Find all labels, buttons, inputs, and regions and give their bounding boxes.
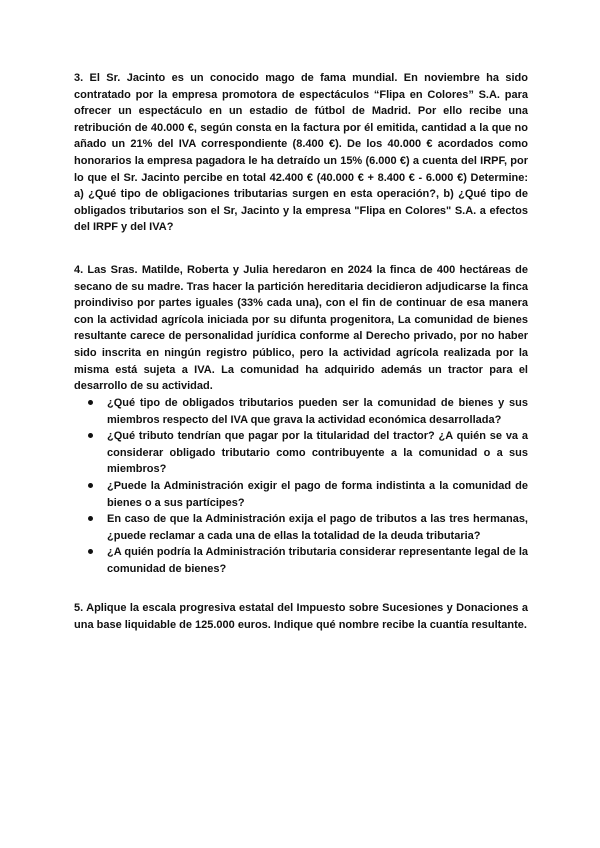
list-item [74,511,528,544]
bullet-icon [88,400,93,405]
list-item-text: En caso de que la Administración exija el pago de tributos a las tres hermanas, ¿puede reclamar a cada una de ellas la totalidad de la deuda tributaria? [107,513,528,542]
question-3: 3. El Sr. Jacinto es un conocido mago de fama mundial. En noviembre ha sido contratado por la empresa promotora de espectáculos “Flipa en Colores” S.A. para ofrecer un espectáculo en un estadio de fútbol de Madrid. Por ello recibe una retribución de 40.000 €, según consta en la factura por él emitida, cantidad a la que no añado un 21% del IVA correspondiente (8.400 €). De los 40.000 € acordados como honorarios la empresa pagadora le ha detraído un 15% (6.000 €) a cuenta del IRPF, por lo que el Sr. Jacinto percibe en total 42.400 € (40.000 € + 8.400 € - 6.000 €) Determine: a) ¿Qué tipo de obligaciones tributarias surgen en esta operación?, b) ¿Qué tipo de obligados tributarios son el Sr, Jacinto y la empresa "Flipa en Colores" S.A. a efectos del IRPF y del IVA? [74,72,528,234]
list-item [74,395,528,428]
list-item [74,428,528,478]
bullet-icon [88,433,93,438]
list-item [74,478,528,511]
question-5: 5. Aplique la escala progresiva estatal del Impuesto sobre Sucesiones y Donaciones a una base liquidable de 125.000 euros. Indique qué nombre recibe la cuantía resultante. [74,602,528,631]
list-item-text: ¿A quién podría la Administración tributaria considerar representante legal de la comunidad de bienes? [107,546,528,575]
list-item [74,544,528,577]
bullet-icon [88,516,93,521]
question-4: 4. Las Sras. Matilde, Roberta y Julia heredaron en 2024 la finca de 400 hectáreas de secano de su madre. Tras hacer la partición hereditaria decidieron adjudicarse la finca proindiviso por partes iguales (33% cada una), con el fin de continuar de esa manera con la actividad agrícola iniciada por su difunta progenitora, La comunidad de bienes resultante carece de personalidad jurídica conforme al Derecho privado, por no haber sido inscrita en ningún registro público, pero la actividad agrícola realizada por la misma está sujeta a IVA. La comunidad ha adquirido además un tractor para el desarrollo de su actividad. [74,264,528,393]
bullet-icon [88,483,93,488]
bullet-icon [88,549,93,554]
list-item-text: ¿Qué tributo tendrían que pagar por la titularidad del tractor? ¿A quién se va a considerar obligado tributario como contribuyente a la comunidad o a sus miembros? [107,430,528,476]
list-item-text: ¿Puede la Administración exigir el pago de forma indistinta a la comunidad de bienes o a sus partícipes? [107,479,528,509]
list-item-text: ¿Qué tipo de obligados tributarios pueden ser la comunidad de bienes y sus miembros respecto del IVA que grava la actividad económica desarrollada? [107,397,528,426]
question-4-bullet-list [74,395,528,578]
